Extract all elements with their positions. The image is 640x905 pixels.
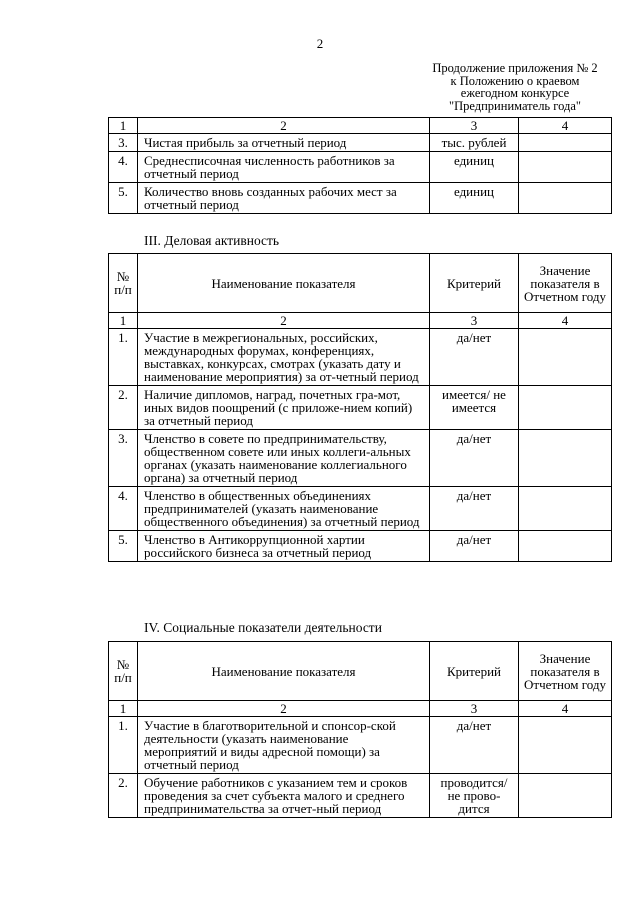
indicator-name: Членство в совете по предпринимательству, общественном совете или иных коллеги-альных органах (указать наименование коллегиального органа) за отчетный период	[138, 430, 430, 487]
header-number: № п/п	[109, 642, 138, 701]
table-header-row	[109, 254, 612, 313]
page-number: 2	[316, 36, 324, 51]
column-index: 2	[138, 118, 430, 134]
row-number: 2.	[109, 386, 138, 430]
header-value: Значение показателя в Отчетном году	[519, 254, 612, 313]
indicators-table-continuation	[108, 117, 612, 214]
criterion-cell: проводится/ не прово-дится	[430, 774, 519, 818]
criterion-cell: единиц	[430, 152, 519, 183]
criterion-cell: имеется/ не имеется	[430, 386, 519, 430]
column-index: 2	[138, 313, 430, 329]
header-criterion: Критерий	[430, 254, 519, 313]
appendix-header-line: к Положению о краевом	[450, 73, 580, 88]
table-row	[109, 386, 612, 430]
indicator-name: Среднесписочная численность работников за отчетный период	[138, 152, 430, 183]
value-cell	[519, 134, 612, 152]
value-cell	[519, 152, 612, 183]
row-number: 5.	[109, 183, 138, 214]
indicator-name: Членство в Антикоррупционной хартии российского бизнеса за отчетный период	[138, 531, 430, 562]
business-activity-table	[108, 253, 612, 562]
header-number: № п/п	[109, 254, 138, 313]
criterion-cell: единиц	[430, 183, 519, 214]
table-row	[109, 134, 612, 152]
header-name: Наименование показателя	[138, 254, 430, 313]
column-index: 1	[109, 701, 138, 717]
table-row	[109, 487, 612, 531]
criterion-cell: да/нет	[430, 531, 519, 562]
section-title-social-indicators: IV. Социальные показатели деятельности	[144, 620, 382, 635]
row-number: 3.	[109, 134, 138, 152]
appendix-header-line: ежегодном конкурсе	[460, 86, 570, 100]
value-cell	[519, 386, 612, 430]
appendix-header-line: "Предприниматель года"	[449, 98, 581, 113]
indicator-name: Участие в межрегиональных, российских, международных форумах, конференциях, выставках, конкурсах, смотрах (указать дату и наименование мероприятия) за от-четный период	[138, 329, 430, 386]
indicator-name: Чистая прибыль за отчетный период	[138, 134, 430, 152]
row-number: 4.	[109, 487, 138, 531]
value-cell	[519, 430, 612, 487]
indicator-name: Наличие дипломов, наград, почетных гра-мот, иных видов поощрений (с приложе-нием копий) за отчетный период	[138, 386, 430, 430]
social-indicators-table	[108, 641, 612, 818]
row-number: 3.	[109, 430, 138, 487]
row-number: 1.	[109, 329, 138, 386]
table-row	[109, 329, 612, 386]
value-cell	[519, 717, 612, 774]
value-cell	[519, 329, 612, 386]
value-cell	[519, 487, 612, 531]
value-cell	[519, 531, 612, 562]
indicator-name: Обучение работников с указанием тем и сроков проведения за счет субъекта малого и среднего предпринимательства за отчет-ный период	[138, 774, 430, 818]
column-index: 1	[109, 313, 138, 329]
criterion-cell: да/нет	[430, 487, 519, 531]
column-index: 3	[430, 118, 519, 134]
value-cell	[519, 774, 612, 818]
column-index-row	[109, 701, 612, 717]
row-number: 1.	[109, 717, 138, 774]
value-cell	[519, 183, 612, 214]
header-name: Наименование показателя	[138, 642, 430, 701]
criterion-cell: тыс. рублей	[430, 134, 519, 152]
table-header-row	[109, 642, 612, 701]
table-row	[109, 717, 612, 774]
column-index: 4	[519, 313, 612, 329]
appendix-header	[360, 62, 640, 112]
indicator-name: Членство в общественных объединениях предпринимателей (указать наименование общественного объединения) за отчетный период	[138, 487, 430, 531]
header-value: Значение показателя в Отчетном году	[519, 642, 612, 701]
table-row	[109, 152, 612, 183]
row-number: 4.	[109, 152, 138, 183]
appendix-header-line: Продолжение приложения № 2	[432, 61, 598, 75]
criterion-cell: да/нет	[430, 329, 519, 386]
table-row	[109, 430, 612, 487]
column-index: 3	[430, 701, 519, 717]
criterion-cell: да/нет	[430, 430, 519, 487]
indicator-name: Участие в благотворительной и спонсор-ской деятельности (указать наименование мероприятий и виды адресной помощи) за отчетный период	[138, 717, 430, 774]
row-number: 5.	[109, 531, 138, 562]
table-row	[109, 774, 612, 818]
table-row	[109, 531, 612, 562]
column-index-row	[109, 118, 612, 134]
criterion-cell: да/нет	[430, 717, 519, 774]
column-index: 3	[430, 313, 519, 329]
column-index: 1	[109, 118, 138, 134]
section-title-business-activity: III. Деловая активность	[144, 233, 280, 248]
table-row	[109, 183, 612, 214]
header-criterion: Критерий	[430, 642, 519, 701]
row-number: 2.	[109, 774, 138, 818]
indicator-name: Количество вновь созданных рабочих мест за отчетный период	[138, 183, 430, 214]
column-index: 2	[138, 701, 430, 717]
column-index: 4	[519, 118, 612, 134]
column-index: 4	[519, 701, 612, 717]
column-index-row	[109, 313, 612, 329]
